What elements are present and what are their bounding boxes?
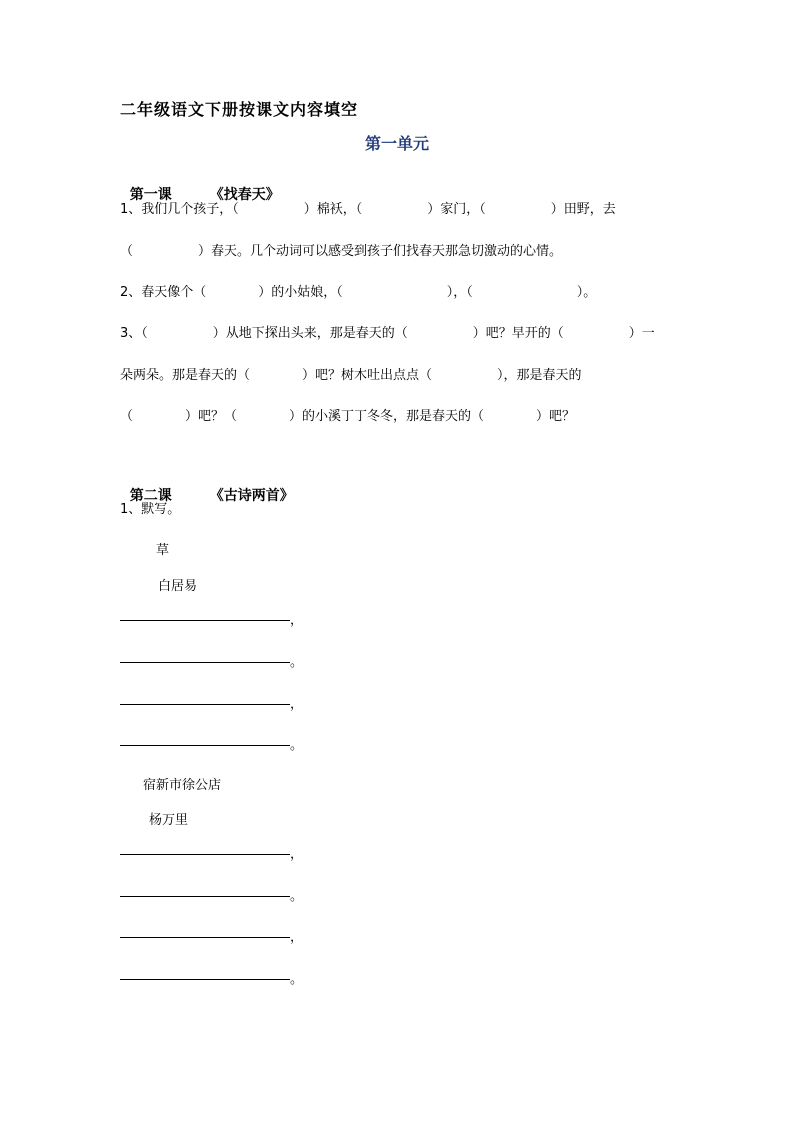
poem-1-blank-line-3[interactable]: ， (120, 696, 303, 714)
lesson-1-line-5: 朵两朵。那是春天的（ ）吧？树木吐出点点（ ），那是春天的 (120, 368, 582, 383)
lesson-1-number: 第一课 (129, 187, 172, 203)
lesson-1-heading (120, 168, 280, 204)
lesson-1-line-3: 2、春天像个（ ）的小姑娘，（ ），（ ）。 (120, 285, 597, 300)
lesson-1-line-2: （ ）春天。几个动词可以感受到孩子们找春天那急切激动的心情。 (120, 244, 563, 259)
poem-2-title: 宿新市徐公店 (143, 778, 222, 793)
lesson-1-line-6: （ ）吧？（ ）的小溪丁丁冬冬，那是春天的（ ）吧？ (120, 409, 576, 424)
poem-1-title: 草 (156, 543, 170, 558)
lesson-2-name: 《古诗两首》 (209, 488, 294, 504)
poem-2-blank-line-3[interactable]: ， (120, 929, 303, 947)
poem-2-blank-line-2[interactable]: 。 (120, 888, 303, 906)
lesson-1-name: 《找春天》 (209, 187, 280, 203)
lesson-2-task: 1、默写。 (120, 502, 181, 517)
poem-1-blank-line-4[interactable]: 。 (120, 737, 303, 755)
poem-1-blank-line-2[interactable]: 。 (120, 654, 303, 672)
unit-title: 第一单元 (364, 134, 429, 153)
lesson-1-line-1: 1、我们几个孩子，（ ）棉袄，（ ）家门，（ ）田野，去 (120, 202, 616, 217)
poem-1-author: 白居易 (158, 579, 198, 594)
poem-2-author: 杨万里 (149, 813, 189, 828)
poem-1-blank-line-1[interactable]: ， (120, 612, 303, 630)
poem-2-blank-line-4[interactable]: 。 (120, 971, 303, 989)
document-title: 二年级语文下册按课文内容填空 (120, 100, 359, 119)
lesson-2-heading (120, 469, 294, 505)
lesson-1-line-4: 3、（ ）从地下探出头来，那是春天的（ ）吧？早开的（ ）一 (120, 326, 655, 341)
poem-2-blank-line-1[interactable]: ， (120, 846, 303, 864)
lesson-2-number: 第二课 (129, 488, 172, 504)
